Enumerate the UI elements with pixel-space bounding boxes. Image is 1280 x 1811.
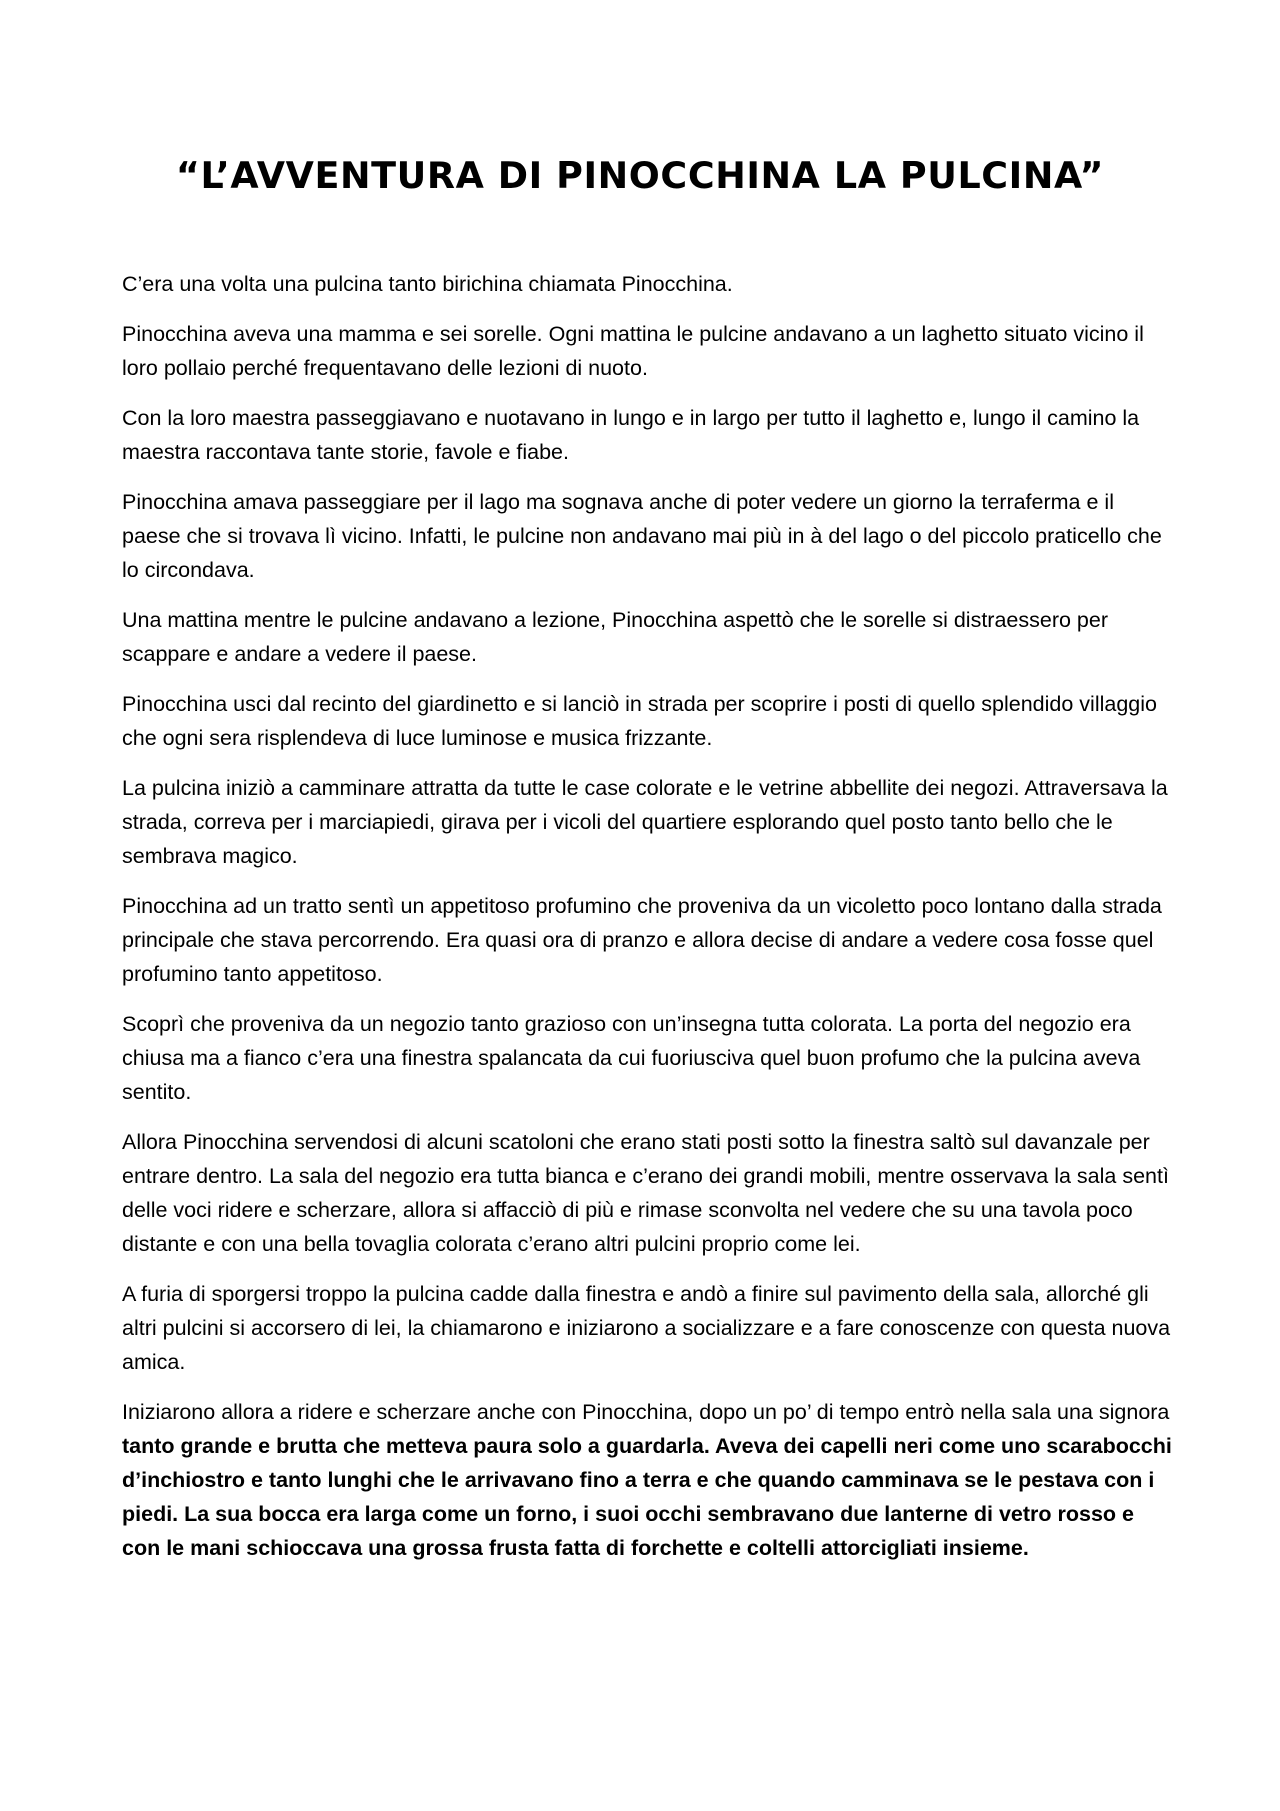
document-title: “L’AVVENTURA DI PINOCCHINA LA PULCINA” — [175, 154, 1105, 197]
paragraph: Scoprì che proveniva da un negozio tanto grazioso con un’insegna tutta colorata. La porta del negozio era chiusa ma a fianco c’era una finestra spalancata da cui fuoriusciva quel buon profumo che la pulcina aveva sentito. — [122, 1012, 1141, 1104]
paragraph: Pinocchina amava passeggiare per il lago ma sognava anche di poter vedere un giorno la terraferma e il paese che si trovava lì vicino. Infatti, le pulcine non andavano mai più in à del lago o del piccolo praticello che lo circondava. — [122, 490, 1162, 582]
paragraph: Pinocchina usci dal recinto del giardinetto e si lanciò in strada per scoprire i posti di quello splendido villaggio che ogni sera risplendeva di luce luminose e musica frizzante. — [122, 692, 1157, 750]
paragraph: A furia di sporgersi troppo la pulcina cadde dalla finestra e andò a finire sul pavimento della sala, allorché gli altri pulcini si accorsero di lei, la chiamarono e iniziarono a socializzare e a fare conoscenze con questa nuova amica. — [122, 1282, 1171, 1374]
last-paragraph — [122, 1395, 1172, 1565]
document-body — [122, 267, 1172, 1581]
paragraph: Con la loro maestra passeggiavano e nuotavano in lungo e in largo per tutto il laghetto e, lungo il camino la maestra raccontava tante storie, favole e fiabe. — [122, 406, 1140, 464]
last-paragraph-regular: Iniziarono allora a ridere e scherzare anche con Pinocchina, dopo un po’ di tempo entrò nella sala una signora — [122, 1400, 1170, 1424]
paragraph: Pinocchina ad un tratto sentì un appetitoso profumino che proveniva da un vicoletto poco lontano dalla strada principale che stava percorrendo. Era quasi ora di pranzo e allora decise di andare a vedere cosa fosse quel profumino tanto appetitoso. — [122, 894, 1162, 986]
paragraph: C’era una volta una pulcina tanto birichina chiamata Pinocchina. — [122, 272, 733, 296]
paragraph: Una mattina mentre le pulcine andavano a lezione, Pinocchina aspettò che le sorelle si distraessero per scappare e andare a vedere il paese. — [122, 608, 1108, 666]
paragraph: La pulcina iniziò a camminare attratta da tutte le case colorate e le vetrine abbellite dei negozi. Attraversava la strada, correva per i marciapiedi, girava per i vicoli del quartiere esplorando quel posto tanto bello che le sembrava magico. — [122, 776, 1168, 868]
paragraph: Pinocchina aveva una mamma e sei sorelle. Ogni mattina le pulcine andavano a un laghetto situato vicino il loro pollaio perché frequentavano delle lezioni di nuoto. — [122, 322, 1144, 380]
last-paragraph-bold: tanto grande e brutta che metteva paura solo a guardarla. Aveva dei capelli neri come uno scarabocchi d’inchiostro e tanto lunghi che le arrivavano fino a terra e che quando camminava se le pestava con i piedi. La sua bocca era larga come un forno, i suoi occhi sembravano due lanterne di vetro rosso e con le mani schioccava una grossa frusta fatta di forchette e coltelli attorcigliati insieme. — [122, 1434, 1172, 1560]
paragraph: Allora Pinocchina servendosi di alcuni scatoloni che erano stati posti sotto la finestra saltò sul davanzale per entrare dentro. La sala del negozio era tutta bianca e c’erano dei grandi mobili, mentre osservava la sala sentì delle voci ridere e scherzare, allora si affacciò di più e rimase sconvolta nel vedere che su una tavola poco distante e con una bella tovaglia colorata c’erano altri pulcini proprio come lei. — [122, 1130, 1169, 1256]
